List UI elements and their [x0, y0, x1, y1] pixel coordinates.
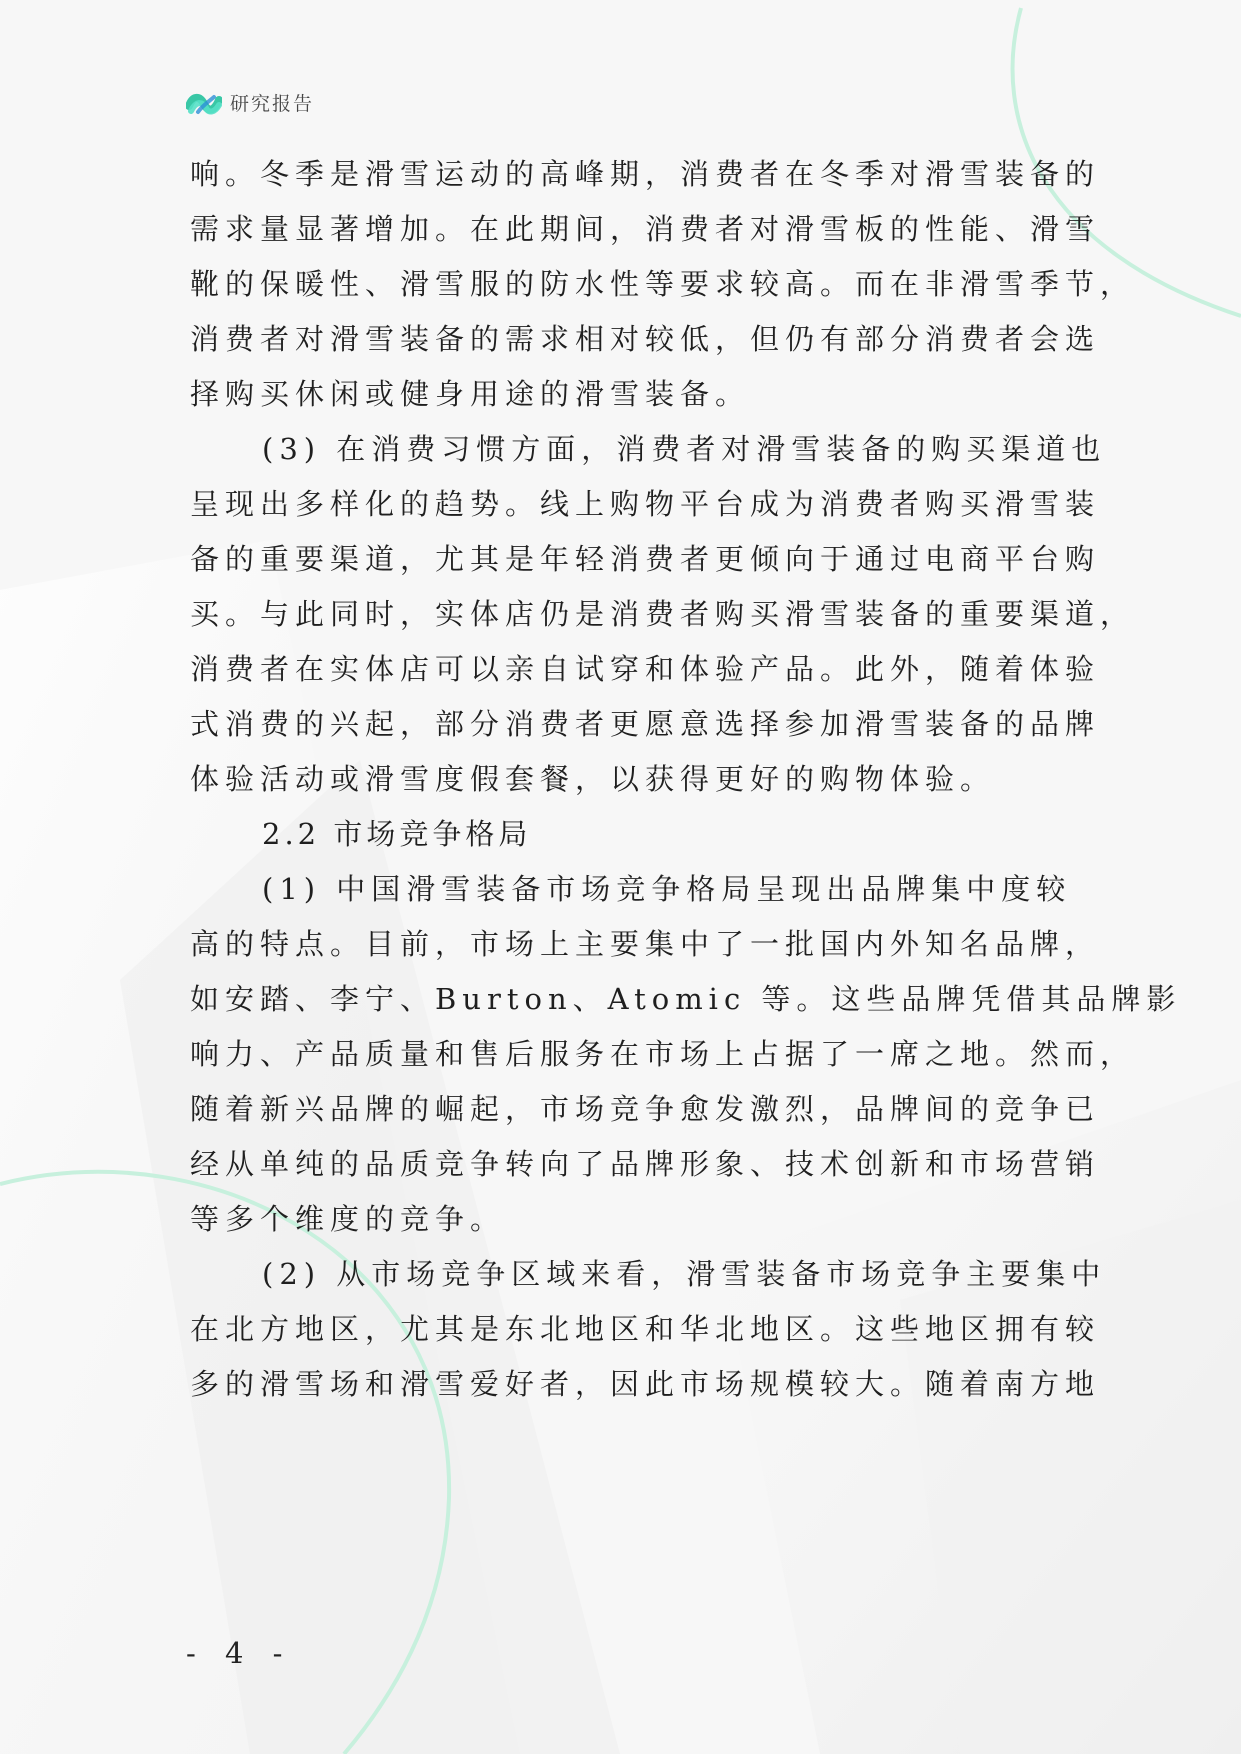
report-header [186, 88, 314, 120]
brand-logo-icon [186, 88, 222, 120]
body-text-line: 响力、产品质量和售后服务在市场上占据了一席之地。然而， [190, 1037, 1136, 1071]
body-text-line: 经从单纯的品质竞争转向了品牌形象、技术创新和市场营销 [190, 1147, 1101, 1181]
body-text-line: 消费者对滑雪装备的需求相对较低，但仍有部分消费者会选 [190, 322, 1101, 356]
body-text-line: 高的特点。目前，市场上主要集中了一批国内外知名品牌， [190, 927, 1101, 961]
paragraph-start-line: (3) 在消费习惯方面，消费者对滑雪装备的购买渠道也 [262, 432, 1107, 466]
body-text-line: 如安踏、李宁、Burton、Atomic 等。这些品牌凭借其品牌影 [190, 982, 1182, 1016]
body-text-line: 靴的保暖性、滑雪服的防水性等要求较高。而在非滑雪季节， [190, 267, 1136, 301]
body-text-line: 体验活动或滑雪度假套餐，以获得更好的购物体验。 [190, 762, 996, 796]
body-text-line: 式消费的兴起，部分消费者更愿意选择参加滑雪装备的品牌 [190, 707, 1101, 741]
paragraph-start-line: (1) 中国滑雪装备市场竞争格局呈现出品牌集中度较 [262, 872, 1072, 906]
body-text-line: 响。冬季是滑雪运动的高峰期，消费者在冬季对滑雪装备的 [190, 157, 1101, 191]
body-text-line: 在北方地区，尤其是东北地区和华北地区。这些地区拥有较 [190, 1312, 1101, 1346]
report-header-title: 研究报告 [230, 92, 315, 115]
body-text-line: 消费者在实体店可以亲自试穿和体验产品。此外，随着体验 [190, 652, 1101, 686]
body-text-line: 择购买休闲或健身用途的滑雪装备。 [190, 377, 751, 411]
body-text-line: 买。与此同时，实体店仍是消费者购买滑雪装备的重要渠道， [190, 597, 1136, 631]
body-text-line: 随着新兴品牌的崛起，市场竞争愈发激烈，品牌间的竞争已 [190, 1092, 1101, 1126]
body-text-line: 需求量显著增加。在此期间，消费者对滑雪板的性能、滑雪 [190, 212, 1101, 246]
body-text-line: 等多个维度的竞争。 [190, 1202, 506, 1236]
body-text-line: 备的重要渠道，尤其是年轻消费者更倾向于通过电商平台购 [190, 542, 1101, 576]
page-number: - 4 - [186, 1636, 293, 1670]
body-text-line: 多的滑雪场和滑雪爱好者，因此市场规模较大。随着南方地 [190, 1367, 1101, 1401]
section-heading: 2.2 市场竞争格局 [262, 817, 532, 851]
body-text-line: 呈现出多样化的趋势。线上购物平台成为消费者购买滑雪装 [190, 487, 1101, 521]
paragraph-start-line: (2) 从市场竞争区域来看，滑雪装备市场竞争主要集中 [262, 1257, 1107, 1291]
